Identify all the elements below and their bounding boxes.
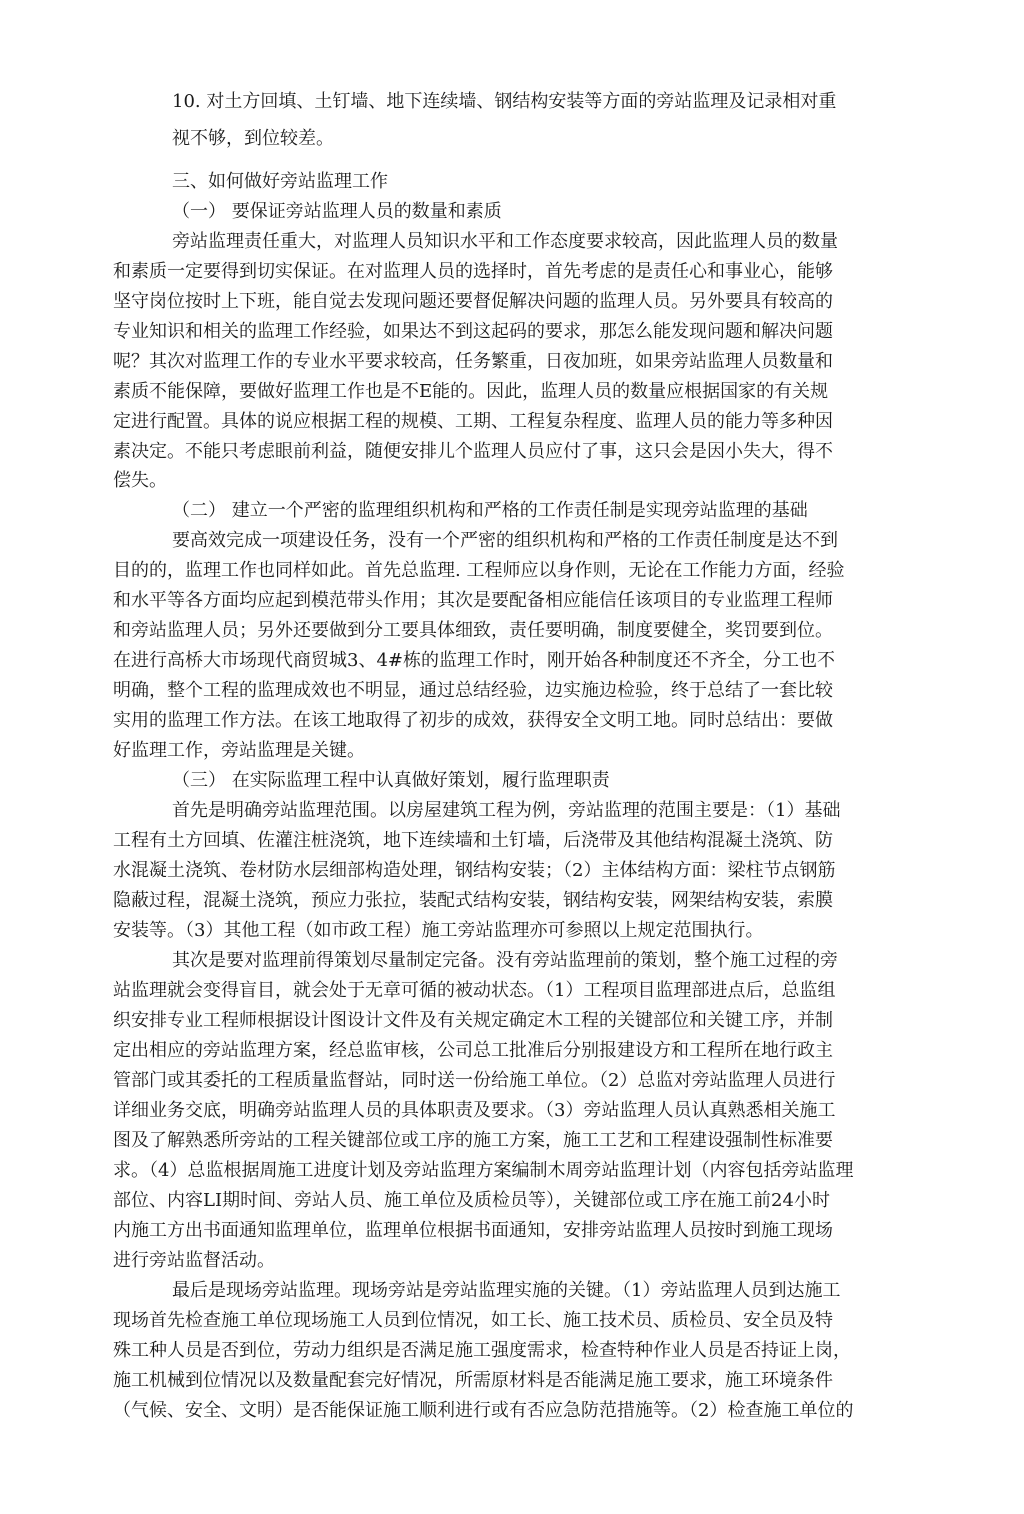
- text-line: 最后是现场旁站监理。现场旁站是旁站监理实施的关键。（1）旁站监理人员到达施工: [172, 1280, 841, 1301]
- text-line: 隐蔽过程，混凝土浇筑，预应力张拉，装配式结构安装，钢结构安装，网架结构安装，索膜: [113, 890, 833, 911]
- text-line: 和旁站监理人员；另外还要做到分工要具体细致，责任要明确，制度要健全，奖罚要到位。: [113, 620, 833, 641]
- text-line: 实用的监理工作方法。在该工地取得了初步的成效，获得安全文明工地。同时总结出：要做: [113, 710, 833, 731]
- text-line: 视不够，到位较差。: [172, 128, 334, 149]
- text-line: 和水平等各方面均应起到模范带头作用；其次是要配备相应能信任该项目的专业监理工程师: [113, 590, 833, 611]
- text-line: 和素质一定要得到切实保证。在对监理人员的选择时，首先考虑的是责任心和事业心，能够: [113, 261, 833, 282]
- text-line: 工程有土方回填、佐灌注桩浇筑，地下连续墙和土钉墙，后浇带及其他结构混凝土浇筑、防: [113, 830, 833, 851]
- text-line: 殊工种人员是否到位，劳动力组织是否满足施工强度需求，检查特种作业人员是否持证上岗，: [113, 1340, 851, 1361]
- text-line: 其次是要对监理前得策划尽量制定完备。没有旁站监理前的策划，整个施工过程的旁: [172, 950, 838, 971]
- text-line: 专业知识和相关的监理工作经验，如果达不到这起码的要求，那怎么能发现问题和解决问题: [113, 321, 833, 342]
- text-line: 水混凝土浇筑、卷材防水层细部构造处理，钢结构安装；（2）主体结构方面：梁柱节点钢筋: [113, 860, 836, 881]
- subsection-heading: （三） 在实际监理工程中认真做好策划，履行监理职责: [172, 770, 610, 791]
- text-line: 安装等。（3）其他工程（如市政工程）施工旁站监理亦可参照以上规定范围执行。: [113, 920, 764, 941]
- section-heading: 三、如何做好旁站监理工作: [172, 171, 388, 192]
- text-line: （气候、安全、文明）是否能保证施工顺利进行或有否应急防范措施等。（2）检查施工单位的: [113, 1400, 854, 1421]
- text-line: 素决定。不能只考虑眼前利益，随便安排儿个监理人员应付了事，这只会是因小失大，得不: [113, 441, 833, 462]
- subsection-heading: （二） 建立一个严密的监理组织机构和严格的工作责任制是实现旁站监理的基础: [172, 500, 808, 521]
- text-line: 在进行高桥大市场现代商贸城3、4#栋的监理工作时，刚开始各种制度还不齐全，分工也不: [113, 650, 835, 671]
- text-line: 目的的，监理工作也同样如此。首先总监理. 工程师应以身作则，无论在工作能力方面，经验: [113, 560, 845, 581]
- text-line: 偿失。: [113, 470, 167, 491]
- text-line: 素质不能保障，要做好监理工作也是不E能的。因此，监理人员的数量应根据国家的有关规: [113, 381, 829, 402]
- text-line: 图及了解熟悉所旁站的工程关键部位或工序的施工方案，施工工艺和工程建设强制性标准要: [113, 1130, 833, 1151]
- text-line: 管部门或其委托的工程质量监督站，同时送一份给施工单位。（2）总监对旁站监理人员进行: [113, 1070, 836, 1091]
- subsection-heading: （一） 要保证旁站监理人员的数量和素质: [172, 201, 502, 222]
- text-line: 现场首先检查施工单位现场施工人员到位情况，如工长、施工技术员、质检员、安全员及特: [113, 1310, 833, 1331]
- text-line: 定进行配置。具体的说应根据工程的规模、工期、工程复杂程度、监理人员的能力等多种因: [113, 411, 833, 432]
- text-line: 首先是明确旁站监理范围。以房屋建筑工程为例，旁站监理的范围主要是：（1）基础: [172, 800, 841, 821]
- text-line: 详细业务交底，明确旁站监理人员的具体职责及要求。（3）旁站监理人员认真熟悉相关施工: [113, 1100, 836, 1121]
- text-line: 旁站监理责任重大，对监理人员知识水平和工作态度要求较高，因此监理人员的数量: [172, 231, 838, 252]
- text-line: 施工机械到位情况以及数量配套完好情况，所需原材料是否能满足施工要求，施工环境条件: [113, 1370, 833, 1391]
- text-line: 定出相应的旁站监理方案，经总监审核，公司总工批准后分别报建设方和工程所在地行政主: [113, 1040, 833, 1061]
- text-line: 呢？其次对监理工作的专业水平要求较高，任务繁重，日夜加班，如果旁站监理人员数量和: [113, 351, 833, 372]
- text-line: 站监理就会变得盲目，就会处于无章可循的被动状态。（1）工程项目监理部进点后，总监组: [113, 980, 836, 1001]
- text-line: 明确，整个工程的监理成效也不明显，通过总结经验，边实施边检验，终于总结了一套比较: [113, 680, 833, 701]
- text-line: 坚守岗位按时上下班，能自觉去发现问题还要督促解决问题的监理人员。另外要具有较高的: [113, 291, 833, 312]
- text-line: 求。（4）总监根据周施工进度计划及旁站监理方案编制木周旁站监理计划（内容包括旁站监理: [113, 1160, 854, 1181]
- text-line: 10. 对土方回填、土钉墙、地下连续墙、钢结构安装等方面的旁站监理及记录相对重: [172, 91, 837, 112]
- text-line: 内施工方出书面通知监理单位，监理单位根据书面通知，安排旁站监理人员按时到施工现场: [113, 1220, 833, 1241]
- text-line: 进行旁站监督活动。: [113, 1250, 275, 1271]
- text-line: 要高效完成一项建设任务，没有一个严密的组织机构和严格的工作责任制度是达不到: [172, 530, 838, 551]
- text-line: 织安排专业工程师根据设计图设计文件及有关规定确定木工程的关键部位和关键工序，并制: [113, 1010, 833, 1031]
- text-line: 部位、内容LI期时间、旁站人员、施工单位及质检员等），关键部位或工序在施工前24小时: [113, 1190, 830, 1211]
- text-line: 好监理工作，旁站监理是关键。: [113, 740, 365, 761]
